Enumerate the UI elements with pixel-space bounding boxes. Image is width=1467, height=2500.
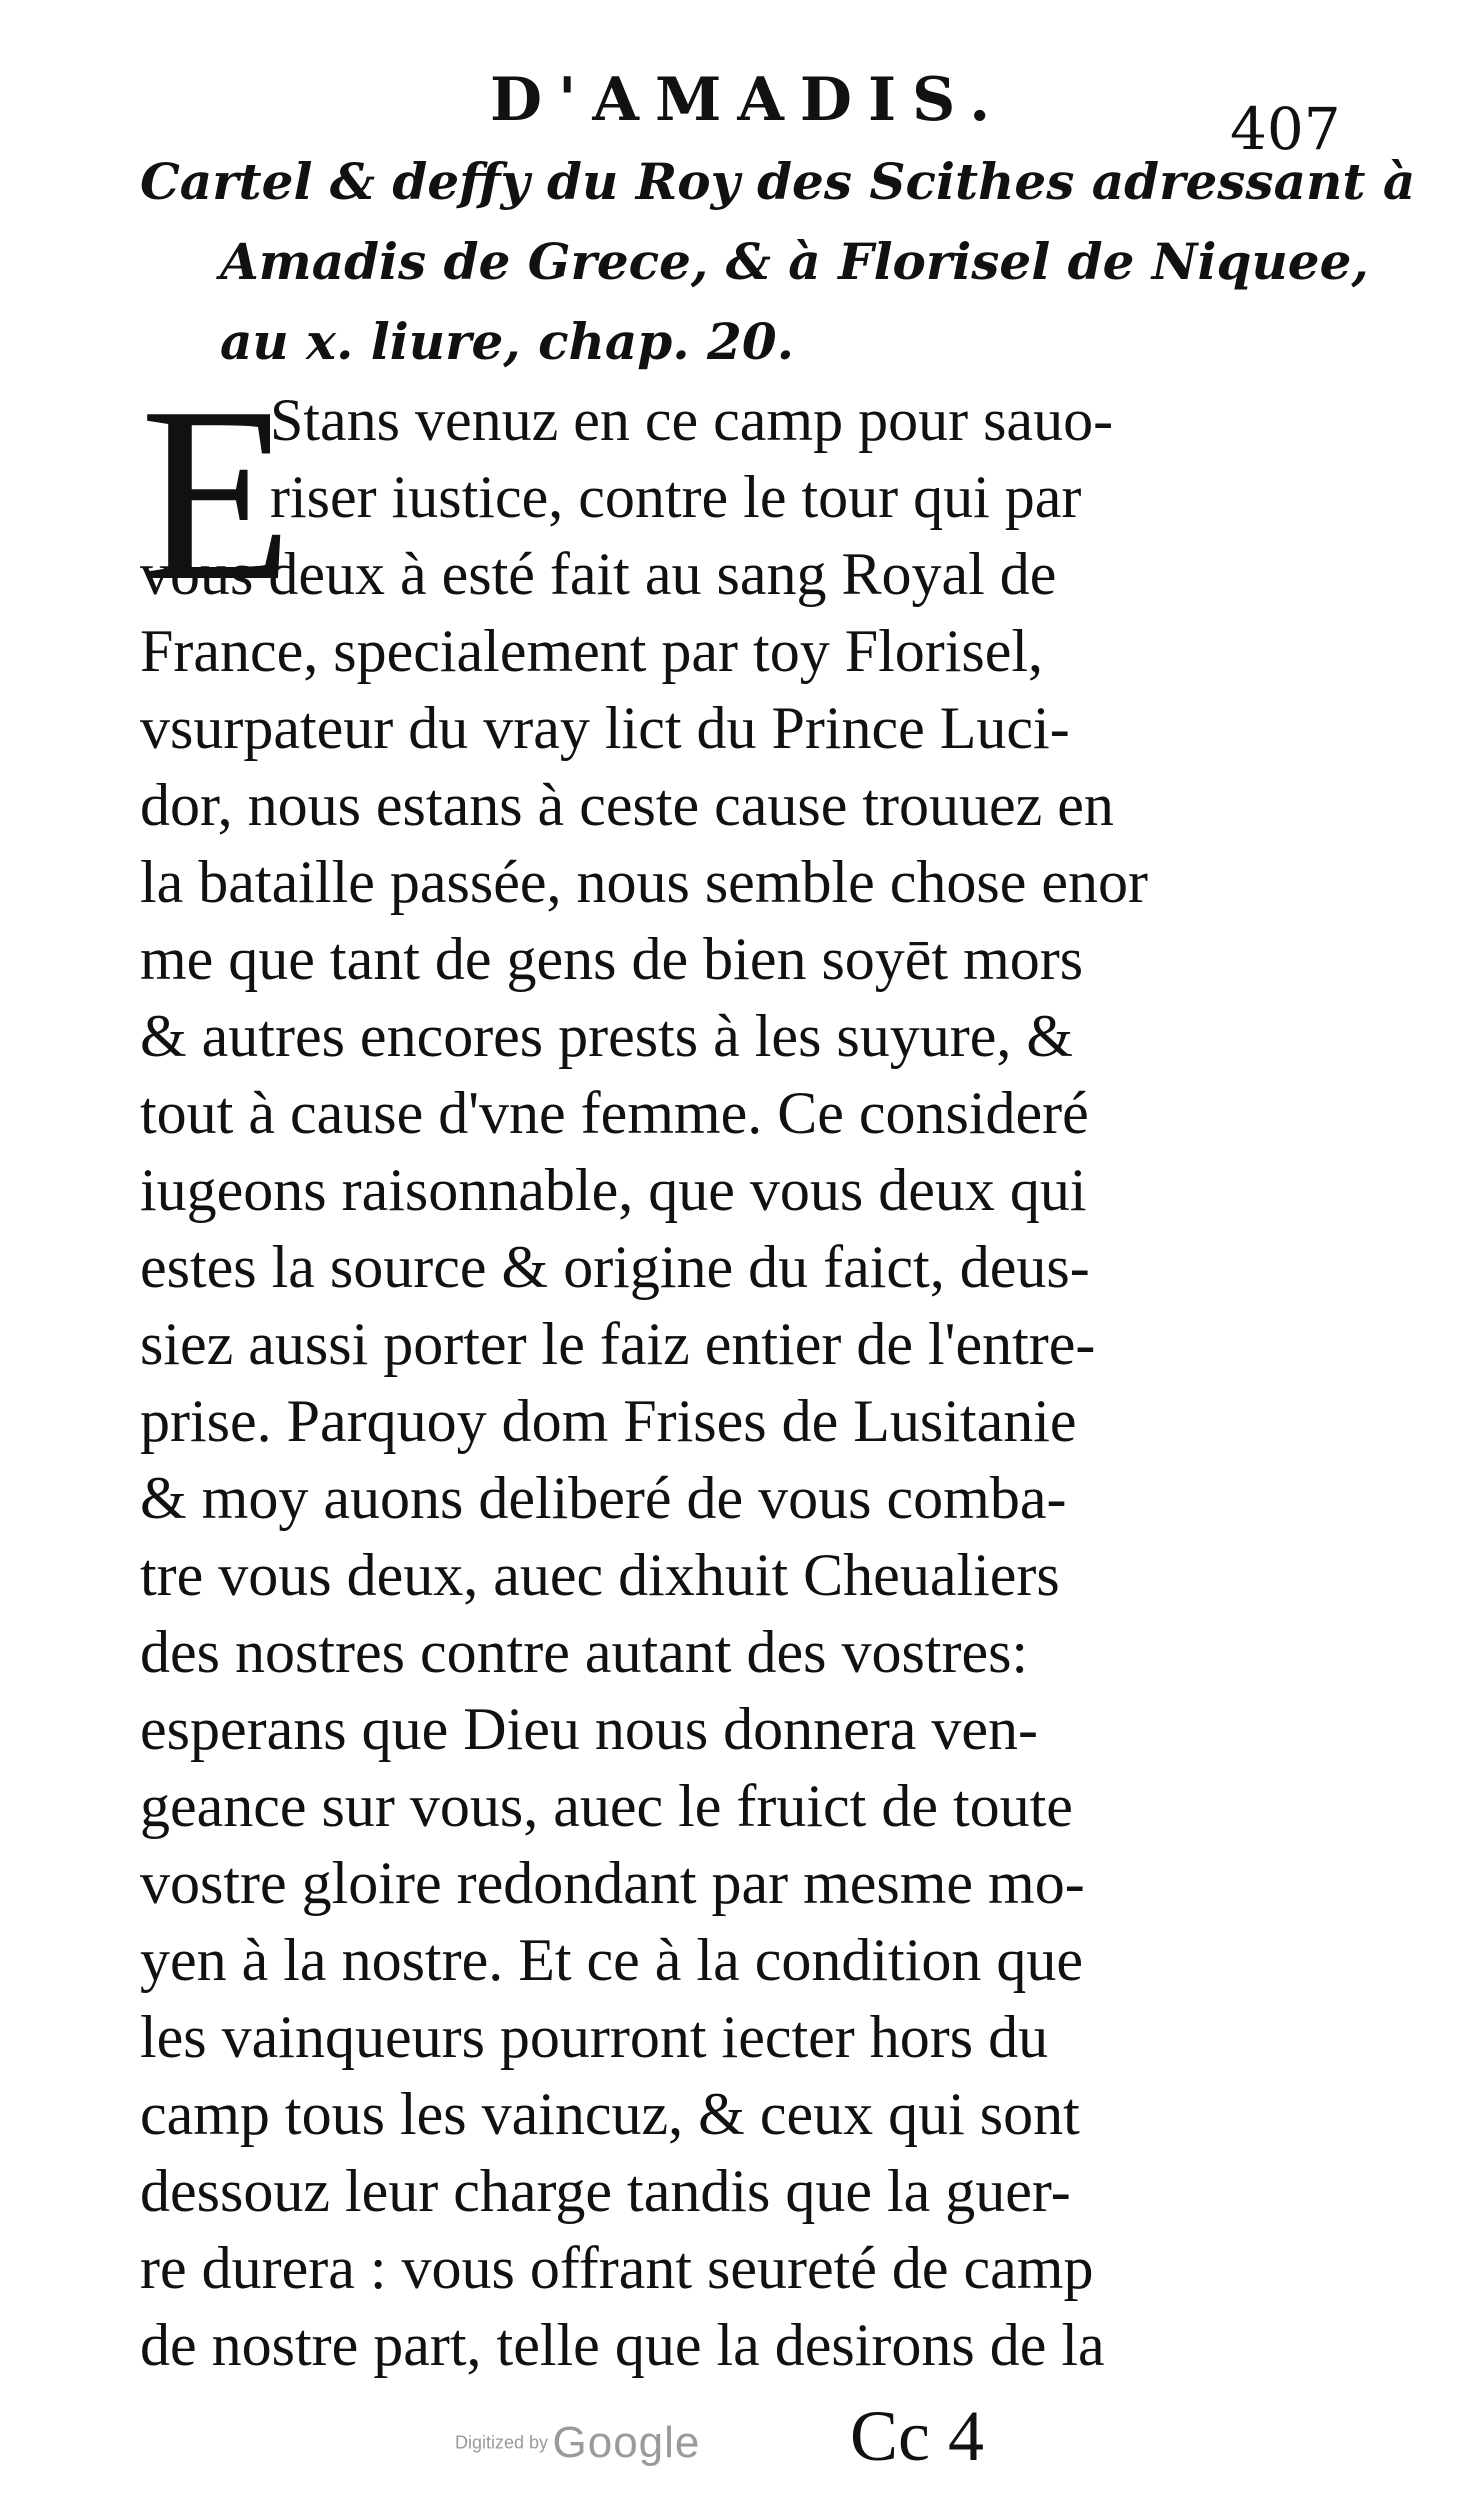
body-line: estes la source & origine du faict, deus- [140, 1234, 1090, 1300]
running-head: D'AMADIS. [490, 65, 1007, 135]
body-line: vostre gloire redondant par mesme mo- [140, 1850, 1085, 1916]
body-line: dor, nous estans à ceste cause trouuez en [140, 772, 1114, 838]
body-line: de nostre part, telle que la desirons de la [140, 2312, 1105, 2378]
body-line: tout à cause d'vne femme. Ce consideré [140, 1080, 1089, 1146]
chapter-heading-line-2: Amadis de Grece, & à Florisel de Niquee, [220, 232, 1369, 291]
body-line: dessouz leur charge tandis que la guer- [140, 2158, 1071, 2224]
body-line: & autres encores prests à les suyure, & [140, 1003, 1074, 1069]
body-line: re durera : vous offrant seureté de camp [140, 2235, 1094, 2301]
body-line: riser iustice, contre le tour qui par [270, 464, 1082, 530]
digitized-by-google-watermark [455, 2418, 700, 2468]
body-line: des nostres contre autant des vostres: [140, 1619, 1029, 1685]
body-line: iugeons raisonnable, que vous deux qui [140, 1157, 1087, 1223]
body-line: Stans venuz en ce camp pour sauo- [270, 387, 1114, 453]
body-line: esperans que Dieu nous donnera ven- [140, 1696, 1039, 1762]
drop-cap: E [140, 356, 293, 633]
body-line: & moy auons deliberé de vous comba- [140, 1465, 1067, 1531]
body-line: vous deux à esté fait au sang Royal de [140, 541, 1057, 607]
body-text [140, 382, 1350, 2384]
body-line: yen à la nostre. Et ce à la condition que [140, 1927, 1083, 1993]
body-line: la bataille passée, nous semble chose enor [140, 849, 1148, 915]
body-line: France, specialement par toy Florisel, [140, 618, 1044, 684]
page-number: 407 [1230, 95, 1341, 163]
body-line: camp tous les vaincuz, & ceux qui sont [140, 2081, 1080, 2147]
chapter-heading-line-3: au x. liure, chap. 20. [220, 312, 795, 371]
body-line: les vainqueurs pourront iecter hors du [140, 2004, 1049, 2070]
watermark-brand: Google [552, 2418, 701, 2467]
body-line: me que tant de gens de bien soyēt mors [140, 926, 1084, 992]
chapter-heading-line-1: Cartel & deffy du Roy des Scithes adressant à [140, 152, 1416, 211]
body-line: siez aussi porter le faiz entier de l'entre- [140, 1311, 1096, 1377]
watermark-prefix: Digitized by [455, 2432, 549, 2453]
body-line: tre vous deux, auec dixhuit Cheualiers [140, 1542, 1060, 1608]
body-line: vsurpateur du vray lict du Prince Luci- [140, 695, 1070, 761]
body-line: prise. Parquoy dom Frises de Lusitanie [140, 1388, 1077, 1454]
signature-mark: Cc 4 [850, 2396, 984, 2476]
body-line: geance sur vous, auec le fruict de toute [140, 1773, 1073, 1839]
